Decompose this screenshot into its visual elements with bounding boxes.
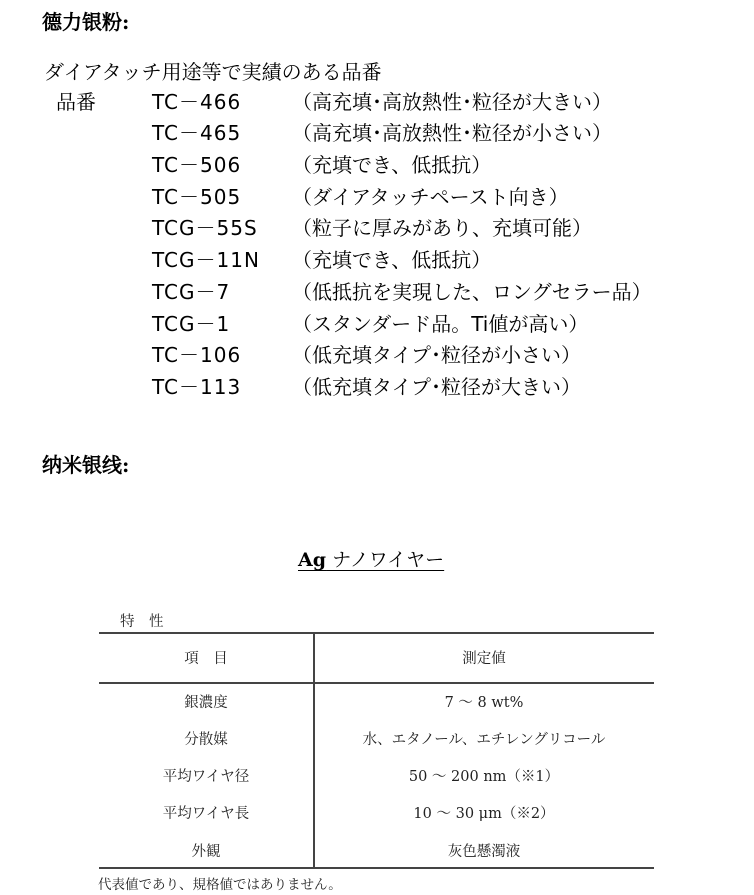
product-number-label: 品番 [56,90,96,114]
intro-text: ダイアタッチ用途等で実績のある品番 [44,60,382,84]
table-row-value: 7 ～ 8 wt% [444,695,524,711]
column-header-item: 項 目 [184,651,228,667]
product-code: TC－466 [152,90,242,114]
product-code: TC－465 [152,121,242,145]
product-code: TCG－55S [152,216,258,240]
table-bottom-border [99,867,654,869]
product-code: TC－106 [152,343,242,367]
table-row-value: 10 ～ 30 μm（※2） [413,806,555,822]
product-code: TCG－1 [152,312,231,336]
table-row-item: 平均ワイヤ長 [162,806,250,822]
section-heading-silver-nanowire: 纳米银线: [42,453,130,477]
table-row-item: 分散媒 [184,732,228,748]
footnote: 代表値であり、規格値ではありません。 [98,877,342,893]
nanowire-title [298,545,444,572]
section-heading-silver-powder: 德力银粉: [42,10,130,34]
product-desc: （低充填タイプ･粒径が小さい） [292,343,581,367]
product-desc: （低抵抗を実現した、ロングセラー品） [292,280,652,304]
table-row-item: 外観 [191,844,221,860]
product-code: TC－113 [152,375,242,399]
product-desc: （スタンダード品。Ti値が高い） [292,312,589,336]
table-row-value: 水、エタノール、エチレングリコール [362,732,606,748]
product-desc: （充填でき、低抵抗） [292,248,492,272]
product-code: TC－506 [152,153,242,177]
title-rest: ナノワイヤー [326,549,445,571]
product-code: TCG－7 [152,280,231,304]
table-header-border [99,682,654,684]
table-caption: 特 性 [120,614,164,630]
table-row-value: 灰色懸濁液 [447,844,521,860]
product-desc: （充填でき、低抵抗） [292,153,492,177]
title-ag: Ag [298,549,327,571]
table-top-border [99,632,654,634]
product-desc: （低充填タイプ･粒径が大きい） [292,375,581,399]
product-desc: （高充填･高放熱性･粒径が大きい） [292,90,612,114]
table-row-value: 50 ～ 200 nm（※1） [408,769,560,785]
product-desc: （粒子に厚みがあり、充填可能） [292,216,592,240]
product-code: TCG－11N [152,248,260,272]
product-desc: （高充填･高放熱性･粒径が小さい） [292,121,612,145]
table-row-item: 銀濃度 [184,695,228,711]
product-desc: （ダイアタッチペースト向き） [292,185,569,209]
product-code: TC－505 [152,185,242,209]
column-header-value: 測定値 [462,651,506,667]
table-row-item: 平均ワイヤ径 [162,769,250,785]
